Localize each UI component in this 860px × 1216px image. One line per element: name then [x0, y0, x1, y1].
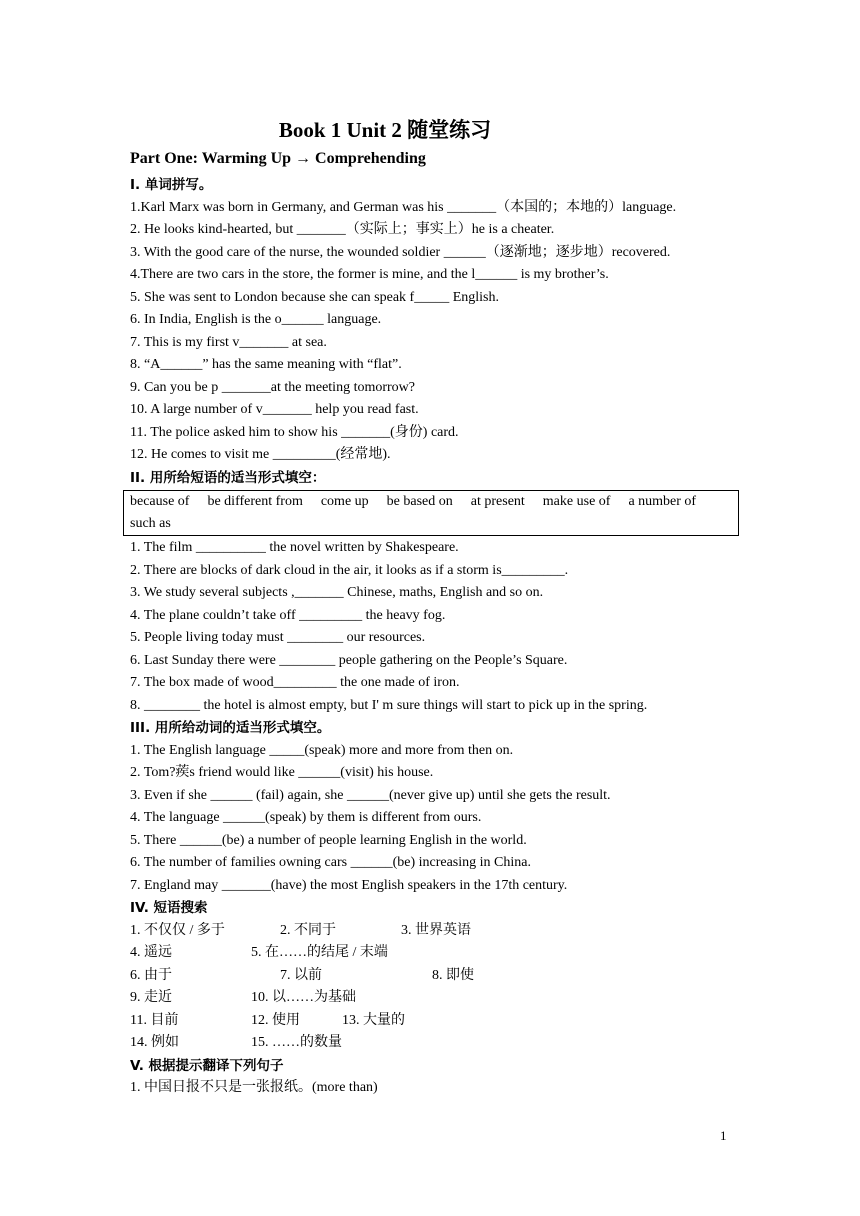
- phrase-cell: 9. 走近: [130, 990, 172, 1005]
- exercise-item: 5. There ______(be) a number of people learning English in the world.: [130, 832, 527, 848]
- exercise-item: 4.There are two cars in the store, the former is mine, and the l______ is my brother’s.: [130, 267, 609, 282]
- phrase-row: [130, 920, 740, 943]
- exercise-item: 9. Can you be p _______at the meeting tomorrow?: [130, 379, 415, 395]
- phrase-cell: 8. 即使: [432, 967, 474, 983]
- exercise-item: 1. 中国日报不只是一张报纸。(more than): [130, 1080, 378, 1095]
- phrase-box: [123, 490, 739, 536]
- exercise-item: 2. He looks kind-hearted, but _______（实际上；事实上）he is a cheater.: [130, 222, 555, 237]
- exercise-item: 1. The film __________ the novel written by Shakespeare.: [130, 540, 459, 555]
- phrase-row: [130, 965, 740, 988]
- content: [130, 174, 740, 1100]
- exercise-item: 3. With the good care of the nurse, the wounded soldier ______（逐渐地；逐步地）recovered.: [130, 244, 671, 260]
- exercise-item: 5. People living today must ________ our resources.: [130, 630, 426, 645]
- phrase-cell: 11. 目前: [130, 1012, 179, 1028]
- phrase-row: [130, 987, 740, 1010]
- phrase-row: [130, 1010, 740, 1033]
- exercise-item: 6. The number of families owning cars ______(be) increasing in China.: [130, 855, 531, 870]
- exercise-item: 7. The box made of wood_________ the one made of iron.: [130, 675, 460, 690]
- phrase-cell: 2. 不同于: [280, 922, 336, 938]
- exercise-item: 11. The police asked him to show his _______(身份) card.: [130, 424, 459, 440]
- phrase-cell: 15. ……的数量: [251, 1035, 342, 1050]
- phrase-cell: 13. 大量的: [342, 1012, 405, 1028]
- exercise-item: 10. A large number of v_______ help you read fast.: [130, 402, 419, 417]
- exercise-item: 8. ________ the hotel is almost empty, but I' m sure things will start to pick up in the spring.: [130, 697, 648, 713]
- section-1-heading: I. 单词拼写。: [130, 177, 213, 193]
- phrase: at present: [470, 494, 525, 509]
- phrase-cell: 12. 使用: [251, 1012, 300, 1028]
- part-title: Part One: Warming Up → Comprehending: [130, 150, 426, 167]
- section-4-heading: IV. 短语搜索: [130, 900, 208, 916]
- page-title: Book 1 Unit 2 随堂练习: [278, 118, 492, 142]
- exercise-item: 2. There are blocks of dark cloud in the air, it looks as if a storm is_________.: [130, 562, 569, 578]
- section-5-heading: V. 根据提示翻译下列句子: [130, 1057, 284, 1074]
- section-2-heading: II. 用所给短语的适当形式填空：: [130, 469, 326, 486]
- exercise-item: 7. England may _______(have) the most English speakers in the 17th century.: [130, 877, 568, 893]
- exercise-item: 12. He comes to visit me _________(经常地).: [130, 447, 391, 462]
- exercise-item: 5. She was sent to London because she can speak f_____ English.: [130, 289, 499, 305]
- phrase: a number of: [628, 494, 697, 509]
- exercise-item: 3. We study several subjects ,_______ Chinese, maths, English and so on.: [130, 585, 544, 600]
- exercise-item: 1.Karl Marx was born in Germany, and German was his _______（本国的；本地的）language.: [130, 199, 677, 215]
- phrase-cell: 10. 以……为基础: [251, 990, 356, 1005]
- phrase-cell: 6. 由于: [130, 967, 172, 983]
- exercise-item: 6. Last Sunday there were ________ people gathering on the People’s Square.: [130, 652, 568, 668]
- exercise-item: 1. The English language _____(speak) more and more from then on.: [130, 742, 514, 758]
- phrase-cell: 14. 例如: [130, 1035, 179, 1050]
- exercise-item: 4. The language ______(speak) by them is different from ours.: [130, 810, 482, 825]
- phrase: because of: [130, 494, 190, 509]
- exercise-item: 2. Tom?蒺s friend would like ______(visit) his house.: [130, 765, 434, 780]
- phrase-cell: 4. 遥远: [130, 945, 172, 960]
- exercise-item: 8. “A______” has the same meaning with “flat”.: [130, 357, 402, 372]
- phrase-cell: 3. 世界英语: [401, 922, 471, 938]
- phrase: such as: [130, 516, 171, 531]
- phrase-row: [130, 1032, 740, 1055]
- phrase-cell: 7. 以前: [280, 967, 322, 983]
- phrase: be different from: [207, 494, 303, 509]
- phrase-cell: 5. 在……的结尾 / 末端: [251, 945, 388, 960]
- phrase: come up: [320, 494, 369, 509]
- phrase-row: [130, 942, 740, 965]
- phrase-cell: 1. 不仅仅 / 多于: [130, 922, 225, 938]
- exercise-item: 3. Even if she ______ (fail) again, she ______(never give up) until she gets the result.: [130, 787, 611, 803]
- exercise-item: 6. In India, English is the o______ language.: [130, 312, 382, 327]
- phrase: be based on: [386, 494, 453, 509]
- phrase: make use of: [542, 494, 611, 509]
- section-3-heading: III. 用所给动词的适当形式填空。: [130, 720, 331, 736]
- exercise-item: 4. The plane couldn’t take off _________ the heavy fog.: [130, 607, 446, 623]
- exercise-item: 7. This is my first v_______ at sea.: [130, 334, 327, 350]
- page-number: 1: [720, 1128, 727, 1143]
